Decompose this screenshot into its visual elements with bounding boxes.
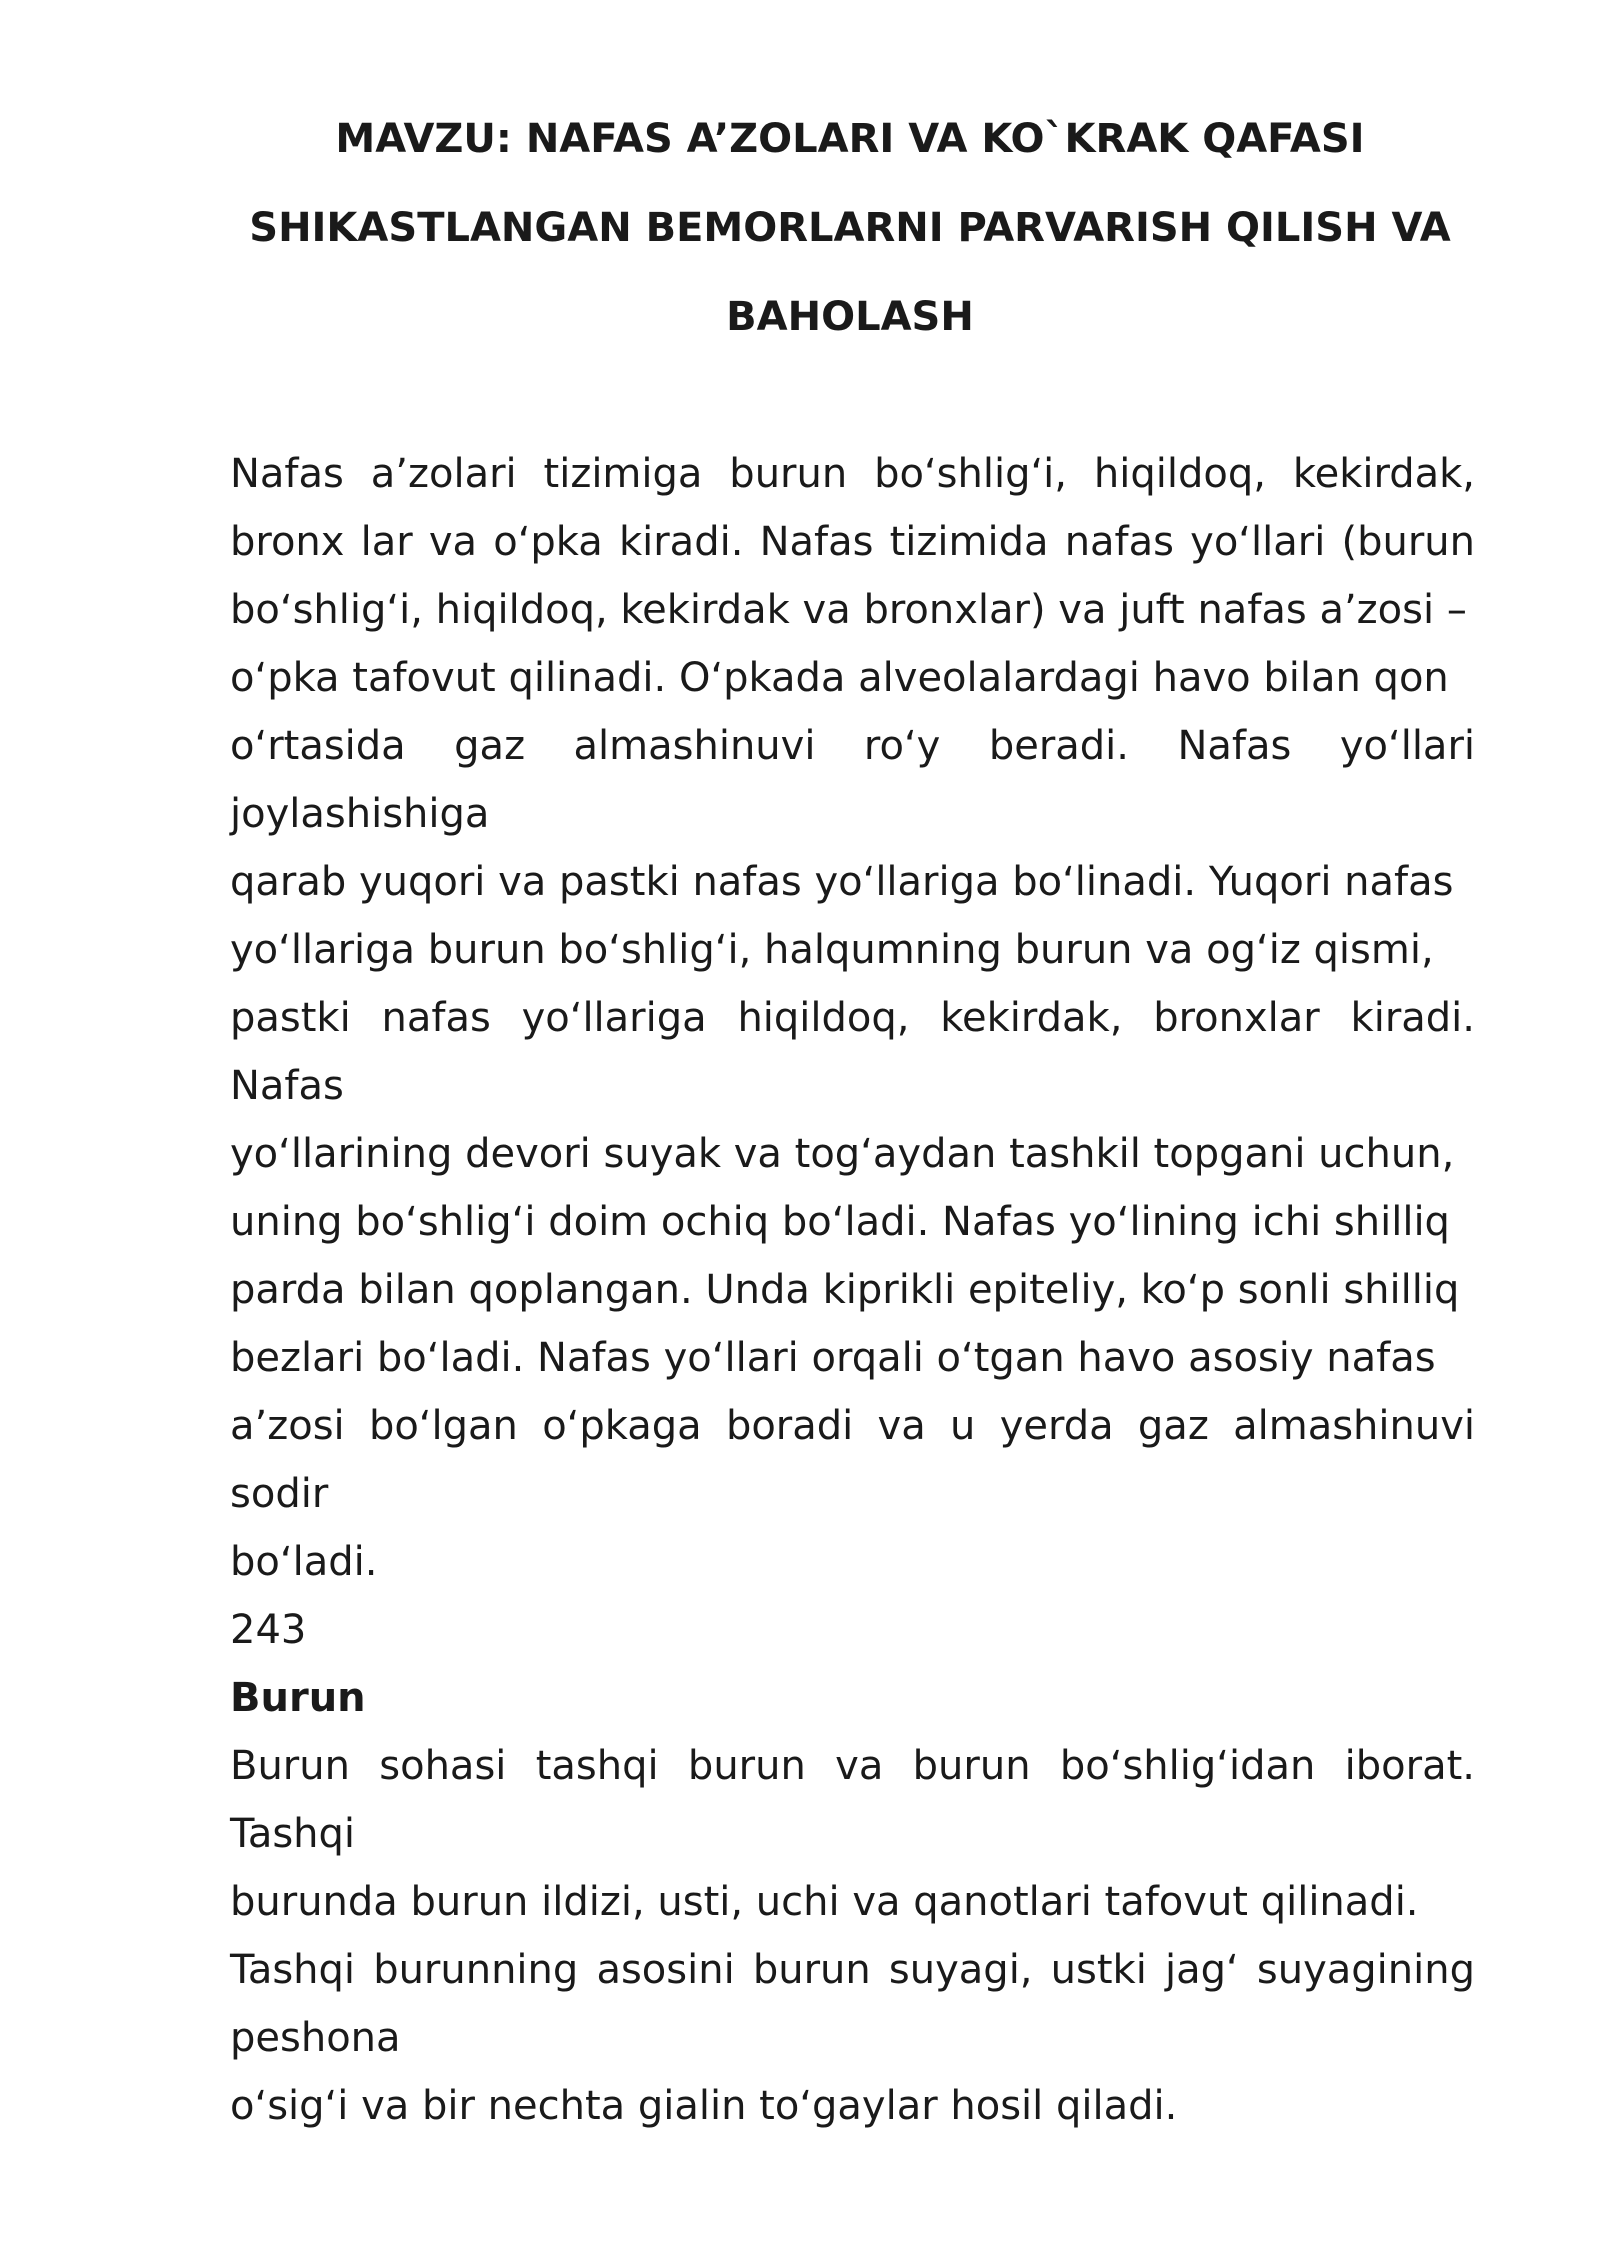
paragraph-line: bo‘shlig‘i, hiqildoq, kekirdak va bronxlar) va juft nafas a’zosi – bbox=[230, 587, 1467, 633]
title-line: BAHOLASH bbox=[726, 294, 974, 340]
title-line: SHIKASTLANGAN BEMORLARNI PARVARISH QILISH VA bbox=[249, 205, 1451, 251]
paragraph-line: Tashqi bbox=[230, 1811, 356, 1857]
paragraph-line: peshona bbox=[230, 2015, 401, 2061]
paragraph-line: o‘pka tafovut qilinadi. O‘pkada alveolalardagi havo bilan qon bbox=[230, 655, 1449, 701]
paragraph-line: Burun sohasi tashqi burun va burun bo‘shlig‘idan iborat. bbox=[230, 1743, 1475, 1789]
document-body bbox=[230, 440, 1475, 2140]
paragraph-line: sodir bbox=[230, 1471, 329, 1517]
paragraph-line: uning bo‘shlig‘i doim ochiq bo‘ladi. Nafas yo‘lining ichi shilliq bbox=[230, 1199, 1450, 1245]
paragraph-line: a’zosi bo‘lgan o‘pkaga boradi va u yerda gaz almashinuvi bbox=[230, 1403, 1475, 1449]
paragraph-line: bo‘ladi. bbox=[230, 1539, 378, 1585]
paragraph-line: o‘sig‘i va bir nechta gialin to‘gaylar hosil qiladi. bbox=[230, 2083, 1178, 2129]
paragraph-line: qarab yuqori va pastki nafas yo‘llariga bo‘linadi. Yuqori nafas bbox=[230, 859, 1454, 905]
page-number: 243 bbox=[230, 1607, 307, 1653]
paragraph-line: bezlari bo‘ladi. Nafas yo‘llari orqali o‘tgan havo asosiy nafas bbox=[230, 1335, 1436, 1381]
paragraph-line: yo‘llariga burun bo‘shlig‘i, halqumning burun va og‘iz qismi, bbox=[230, 927, 1434, 973]
paragraph-line: Nafas a’zolari tizimiga burun bo‘shlig‘i, hiqildoq, kekirdak, bbox=[230, 451, 1475, 497]
paragraph-line: joylashishiga bbox=[230, 791, 490, 837]
title-line: MAVZU: NAFAS A’ZOLARI VA KO`KRAK QAFASI bbox=[335, 116, 1365, 162]
document-title bbox=[200, 95, 1500, 362]
paragraph-line: parda bilan qoplangan. Unda kiprikli epiteliy, ko‘p sonli shilliq bbox=[230, 1267, 1460, 1313]
paragraph-line: o‘rtasida gaz almashinuvi ro‘y beradi. Nafas yo‘llari bbox=[230, 723, 1475, 769]
paragraph-line: Nafas bbox=[230, 1063, 344, 1109]
paragraph-line: bronx lar va o‘pka kiradi. Nafas tizimida nafas yo‘llari (burun bbox=[230, 519, 1475, 565]
paragraph-line: Tashqi burunning asosini burun suyagi, ustki jag‘ suyagining bbox=[230, 1947, 1475, 1993]
paragraph-line: yo‘llarining devori suyak va tog‘aydan tashkil topgani uchun, bbox=[230, 1131, 1455, 1177]
paragraph-line: pastki nafas yo‘llariga hiqildoq, kekirdak, bronxlar kiradi. bbox=[230, 995, 1475, 1041]
paragraph-line: burunda burun ildizi, usti, uchi va qanotlari tafovut qilinadi. bbox=[230, 1879, 1419, 1925]
section-heading: Burun bbox=[230, 1675, 366, 1721]
